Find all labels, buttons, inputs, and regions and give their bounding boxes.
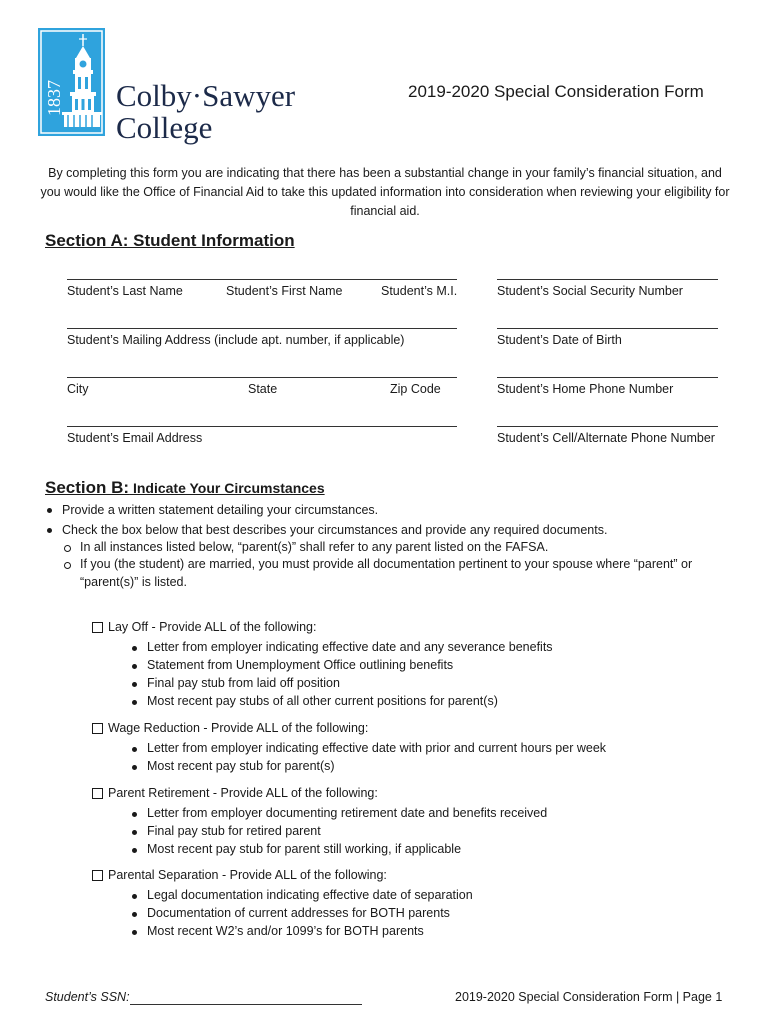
college-name-line1: Colby·Sawyer [116, 78, 296, 113]
parent-retirement-label: Parent Retirement - Provide ALL of the following: [108, 786, 378, 800]
parent-retirement-item: Final pay stub for retired parent [147, 824, 321, 838]
wage-reduction-item: Most recent pay stub for parent(s) [147, 759, 335, 773]
bullet-icon [47, 508, 52, 513]
last-name-label: Student’s Last Name [67, 284, 183, 298]
dob-line[interactable] [497, 328, 718, 329]
email-line[interactable] [67, 426, 457, 427]
first-name-label: Student’s First Name [226, 284, 343, 298]
city-label: City [67, 382, 89, 396]
logo-year: 1837 [44, 80, 64, 116]
parental-separation-item: Legal documentation indicating effective date of separation [147, 888, 473, 902]
sub-bullet-married-cont: “parent(s)” is listed. [80, 575, 187, 589]
sub-bullet-married: If you (the student) are married, you must provide all documentation pertinent to your spouse where “parent” or [80, 557, 693, 571]
section-b-prefix: Section B: [45, 478, 130, 497]
parent-retirement-item: Letter from employer documenting retirement date and benefits received [147, 806, 548, 820]
bullet-written-statement: Provide a written statement detailing your circumstances. [62, 503, 379, 517]
mailing-address-label: Student’s Mailing Address (include apt. number, if applicable) [67, 333, 405, 347]
bullet-icon [132, 646, 137, 651]
bullet-icon [132, 747, 137, 752]
section-b-heading [45, 478, 325, 498]
name-line[interactable] [67, 279, 457, 280]
college-logo [38, 28, 105, 136]
bullet-icon [132, 812, 137, 817]
section-b-title: Indicate Your Circumstances [129, 480, 325, 496]
circle-bullet-icon [64, 545, 71, 552]
parental-separation-item: Documentation of current addresses for BOTH parents [147, 906, 450, 920]
zip-label: Zip Code [390, 382, 441, 396]
mi-label: Student’s M.I. [381, 284, 458, 298]
parental-separation-label: Parental Separation - Provide ALL of the following: [108, 868, 387, 882]
cell-phone-label: Student’s Cell/Alternate Phone Number [497, 431, 715, 445]
bullet-icon [132, 700, 137, 705]
clock-tower-icon [38, 28, 105, 136]
bullet-icon [132, 894, 137, 899]
email-label: Student’s Email Address [67, 431, 203, 445]
parent-retirement-checkbox[interactable] [92, 788, 103, 799]
bullet-icon [132, 930, 137, 935]
dob-label: Student’s Date of Birth [497, 333, 622, 347]
footer-ssn-label: Student’s SSN: [45, 990, 130, 1004]
state-label: State [248, 382, 278, 396]
bullet-icon [132, 848, 137, 853]
layoff-label: Lay Off - Provide ALL of the following: [108, 620, 317, 634]
ssn-label: Student’s Social Security Number [497, 284, 683, 298]
college-name-line2: College [116, 110, 213, 145]
wage-reduction-item: Letter from employer indicating effective date with prior and current hours per week [147, 741, 607, 755]
wage-reduction-checkbox[interactable] [92, 723, 103, 734]
home-phone-line[interactable] [497, 377, 718, 378]
parental-separation-checkbox[interactable] [92, 870, 103, 881]
sub-bullet-parents: In all instances listed below, “parent(s)” shall refer to any parent listed on the FAFSA. [80, 540, 549, 554]
bullet-icon [132, 830, 137, 835]
bullet-icon [132, 912, 137, 917]
cell-phone-line[interactable] [497, 426, 718, 427]
form-title: 2019-2020 Special Consideration Form [408, 82, 704, 101]
footer-ssn-line[interactable] [130, 1004, 362, 1005]
layoff-item: Statement from Unemployment Office outlining benefits [147, 658, 454, 672]
ssn-line[interactable] [497, 279, 718, 280]
bullet-check-box: Check the box below that best describes your circumstances and provide any required documents. [62, 523, 608, 537]
layoff-item: Final pay stub from laid off position [147, 676, 340, 690]
footer-page-info: 2019-2020 Special Consideration Form | Page 1 [455, 990, 723, 1004]
intro-paragraph: By completing this form you are indicating that there has been a substantial change in your family’s financial situation, and you would like the Office of Financial Aid to take this updated information into consideration when reviewing your eligibility for financial aid. [40, 166, 730, 218]
layoff-item: Most recent pay stubs of all other current positions for parent(s) [147, 694, 498, 708]
layoff-item: Letter from employer indicating effective date and any severance benefits [147, 640, 553, 654]
city-state-zip-line[interactable] [67, 377, 457, 378]
bullet-icon [47, 528, 52, 533]
circle-bullet-icon [64, 562, 71, 569]
wage-reduction-label: Wage Reduction - Provide ALL of the following: [108, 721, 369, 735]
parental-separation-item: Most recent W2’s and/or 1099’s for BOTH parents [147, 924, 424, 938]
parent-retirement-item: Most recent pay stub for parent still working, if applicable [147, 842, 462, 856]
mailing-address-line[interactable] [67, 328, 457, 329]
bullet-icon [132, 664, 137, 669]
section-a-heading: Section A: Student Information [45, 231, 295, 250]
bullet-icon [132, 682, 137, 687]
home-phone-label: Student’s Home Phone Number [497, 382, 674, 396]
layoff-checkbox[interactable] [92, 622, 103, 633]
bullet-icon [132, 765, 137, 770]
college-name [116, 80, 295, 144]
